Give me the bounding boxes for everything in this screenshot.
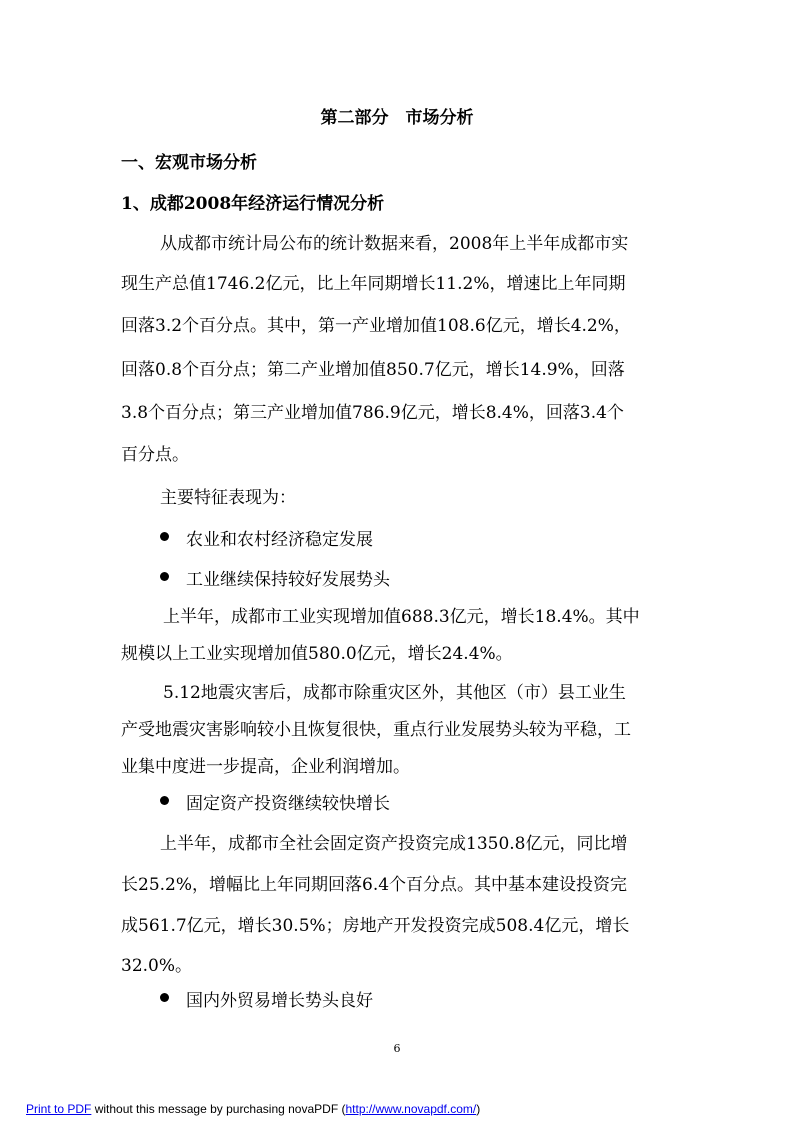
paragraph-line: 长25.2%，增幅比上年同期回落6.4个百分点。其中基本建设投资完 (121, 875, 628, 895)
heading-chengdu-2008: 1、成都2008年经济运行情况分析 (121, 194, 385, 214)
paragraph-line: 现生产总值1746.2亿元，比上年同期增长11.2%，增速比上年同期 (121, 274, 626, 294)
bullet-text: 工业继续保持较好发展势头 (186, 570, 390, 590)
paragraph-line: 百分点。 (121, 445, 189, 465)
paragraph-line: 回落0.8个百分点；第二产业增加值850.7亿元，增长14.9%，回落 (121, 360, 625, 380)
section-title: 第二部分 市场分析 (320, 108, 474, 128)
bullet-icon (160, 993, 169, 1002)
bullet-icon (160, 796, 169, 805)
paragraph-line: 32.0%。 (121, 956, 193, 976)
paragraph-line: 回落3.2个百分点。其中，第一产业增加值108.6亿元，增长4.2%， (121, 316, 631, 336)
footer-text-end: ) (476, 1102, 481, 1116)
paragraph-line: 5.12地震灾害后，成都市除重灾区外，其他区（市）县工业生 (163, 683, 626, 703)
bullet-icon (160, 532, 169, 541)
bullet-icon (160, 572, 169, 581)
page-number: 6 (393, 1042, 401, 1055)
bullet-text: 固定资产投资继续较快增长 (186, 794, 390, 814)
heading-macro-analysis: 一、宏观市场分析 (121, 153, 257, 173)
footer-text: without this message by purchasing novaPDF ( (91, 1102, 346, 1116)
novapdf-url-link[interactable]: http://www.novapdf.com/ (345, 1102, 477, 1116)
features-intro: 主要特征表现为： (160, 488, 296, 508)
bullet-text: 国内外贸易增长势头良好 (186, 991, 373, 1011)
bullet-text: 农业和农村经济稳定发展 (186, 530, 373, 550)
paragraph-line: 从成都市统计局公布的统计数据来看，2008年上半年成都市实 (160, 234, 629, 254)
print-to-pdf-link[interactable]: Print to PDF (26, 1102, 92, 1116)
paragraph-line: 上半年，成都市工业实现增加值688.3亿元，增长18.4%。其中 (163, 607, 640, 627)
paragraph-line: 规模以上工业实现增加值580.0亿元，增长24.4%。 (121, 644, 513, 664)
paragraph-line: 产受地震灾害影响较小且恢复很快，重点行业发展势头较为平稳，工 (121, 720, 631, 740)
paragraph-line: 业集中度进一步提高，企业利润增加。 (121, 757, 410, 777)
pdf-footer (26, 1102, 480, 1116)
paragraph-line: 成561.7亿元，增长30.5%；房地产开发投资完成508.4亿元，增长 (121, 916, 630, 936)
paragraph-line: 3.8个百分点；第三产业增加值786.9亿元，增长8.4%，回落3.4个 (121, 403, 624, 423)
paragraph-line: 上半年，成都市全社会固定资产投资完成1350.8亿元，同比增 (160, 834, 628, 854)
